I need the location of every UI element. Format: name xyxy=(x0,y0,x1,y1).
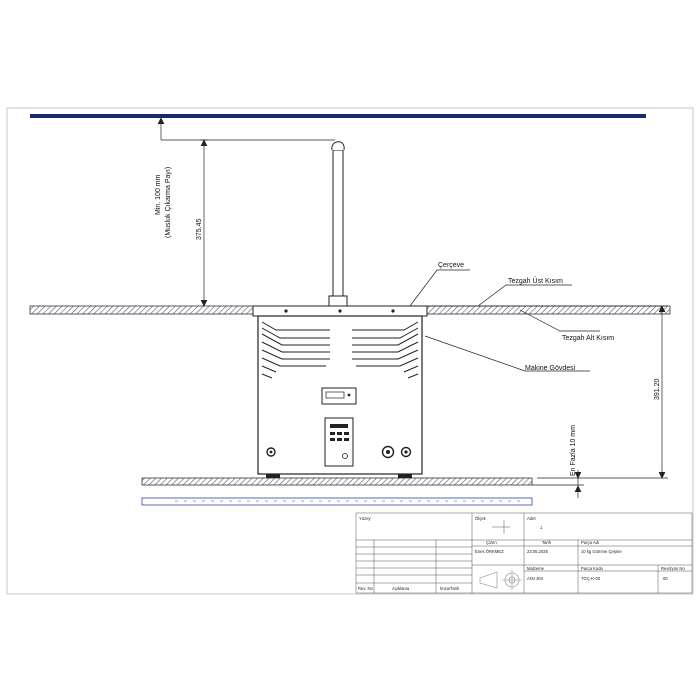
machine-body xyxy=(258,316,422,478)
min-clearance-note: (Musluk Çıkarma Payı) xyxy=(165,166,172,238)
revision-label: Revizyon No xyxy=(661,566,685,571)
part-code-label: Parça Kodu xyxy=(581,566,603,571)
body-height-dimension xyxy=(427,306,668,478)
min-clearance-dimension xyxy=(158,118,335,140)
quantity-value: 1 xyxy=(540,525,543,530)
drain-core xyxy=(270,451,273,454)
body-height-value: 391.20 xyxy=(654,378,661,400)
scale-label: Ölçek xyxy=(475,516,486,521)
machine-foot xyxy=(266,474,280,478)
machine-body-label: Makine Gövdesi xyxy=(525,365,576,372)
frame-leader xyxy=(410,270,470,306)
drawn-value: Enes ÖRKMEZ xyxy=(475,549,504,554)
socket-core xyxy=(404,450,407,453)
rev-no-column: Rev. No xyxy=(358,586,373,591)
gap-value: En Fazla 10 mm xyxy=(570,425,577,476)
part-name-value: 10 kg Gömme Çeşme xyxy=(581,549,622,554)
quantity-label: Adet xyxy=(527,516,536,521)
part-code-value: TGÇ-K-00 xyxy=(581,576,601,581)
indicator-led xyxy=(348,394,351,397)
fitting-core xyxy=(386,450,390,454)
flange-screw xyxy=(338,309,341,312)
date-value: 23.05.2025 xyxy=(527,549,548,554)
counter-top-leader xyxy=(478,285,572,306)
signature-column: İmza/Tarih xyxy=(440,586,460,591)
title-block xyxy=(356,513,692,593)
faucet xyxy=(329,142,347,306)
floor-reference-line xyxy=(142,498,532,505)
display-panel xyxy=(322,388,356,404)
drawn-label: Çizen xyxy=(486,540,497,545)
machine-foot xyxy=(398,474,412,478)
upper-cabinet-line xyxy=(30,114,646,118)
revision-value: 00 xyxy=(663,576,668,581)
material-label: Malzeme xyxy=(527,566,544,571)
min-clearance-text: Min. 100 mm xyxy=(155,174,162,215)
lower-shelf xyxy=(142,478,532,485)
material-value: AISI 304 xyxy=(527,576,544,581)
counter-bottom-label: Tezgah Alt Kısım xyxy=(562,335,615,342)
flange-screw xyxy=(391,309,394,312)
flange-screw xyxy=(284,309,287,312)
description-column: Açıklama xyxy=(392,586,410,591)
control-keypad xyxy=(325,418,353,466)
faucet-height-value: 375.45 xyxy=(196,218,203,240)
surface-label: Yüzey xyxy=(359,516,371,521)
date-label: Tarih xyxy=(542,540,552,545)
frame-label: Çerçeve xyxy=(438,262,465,269)
counter-top-label: Tezgah Üst Kısım xyxy=(508,278,563,285)
part-name-label: Parça Adı xyxy=(581,540,600,545)
projection-symbol xyxy=(480,570,522,590)
